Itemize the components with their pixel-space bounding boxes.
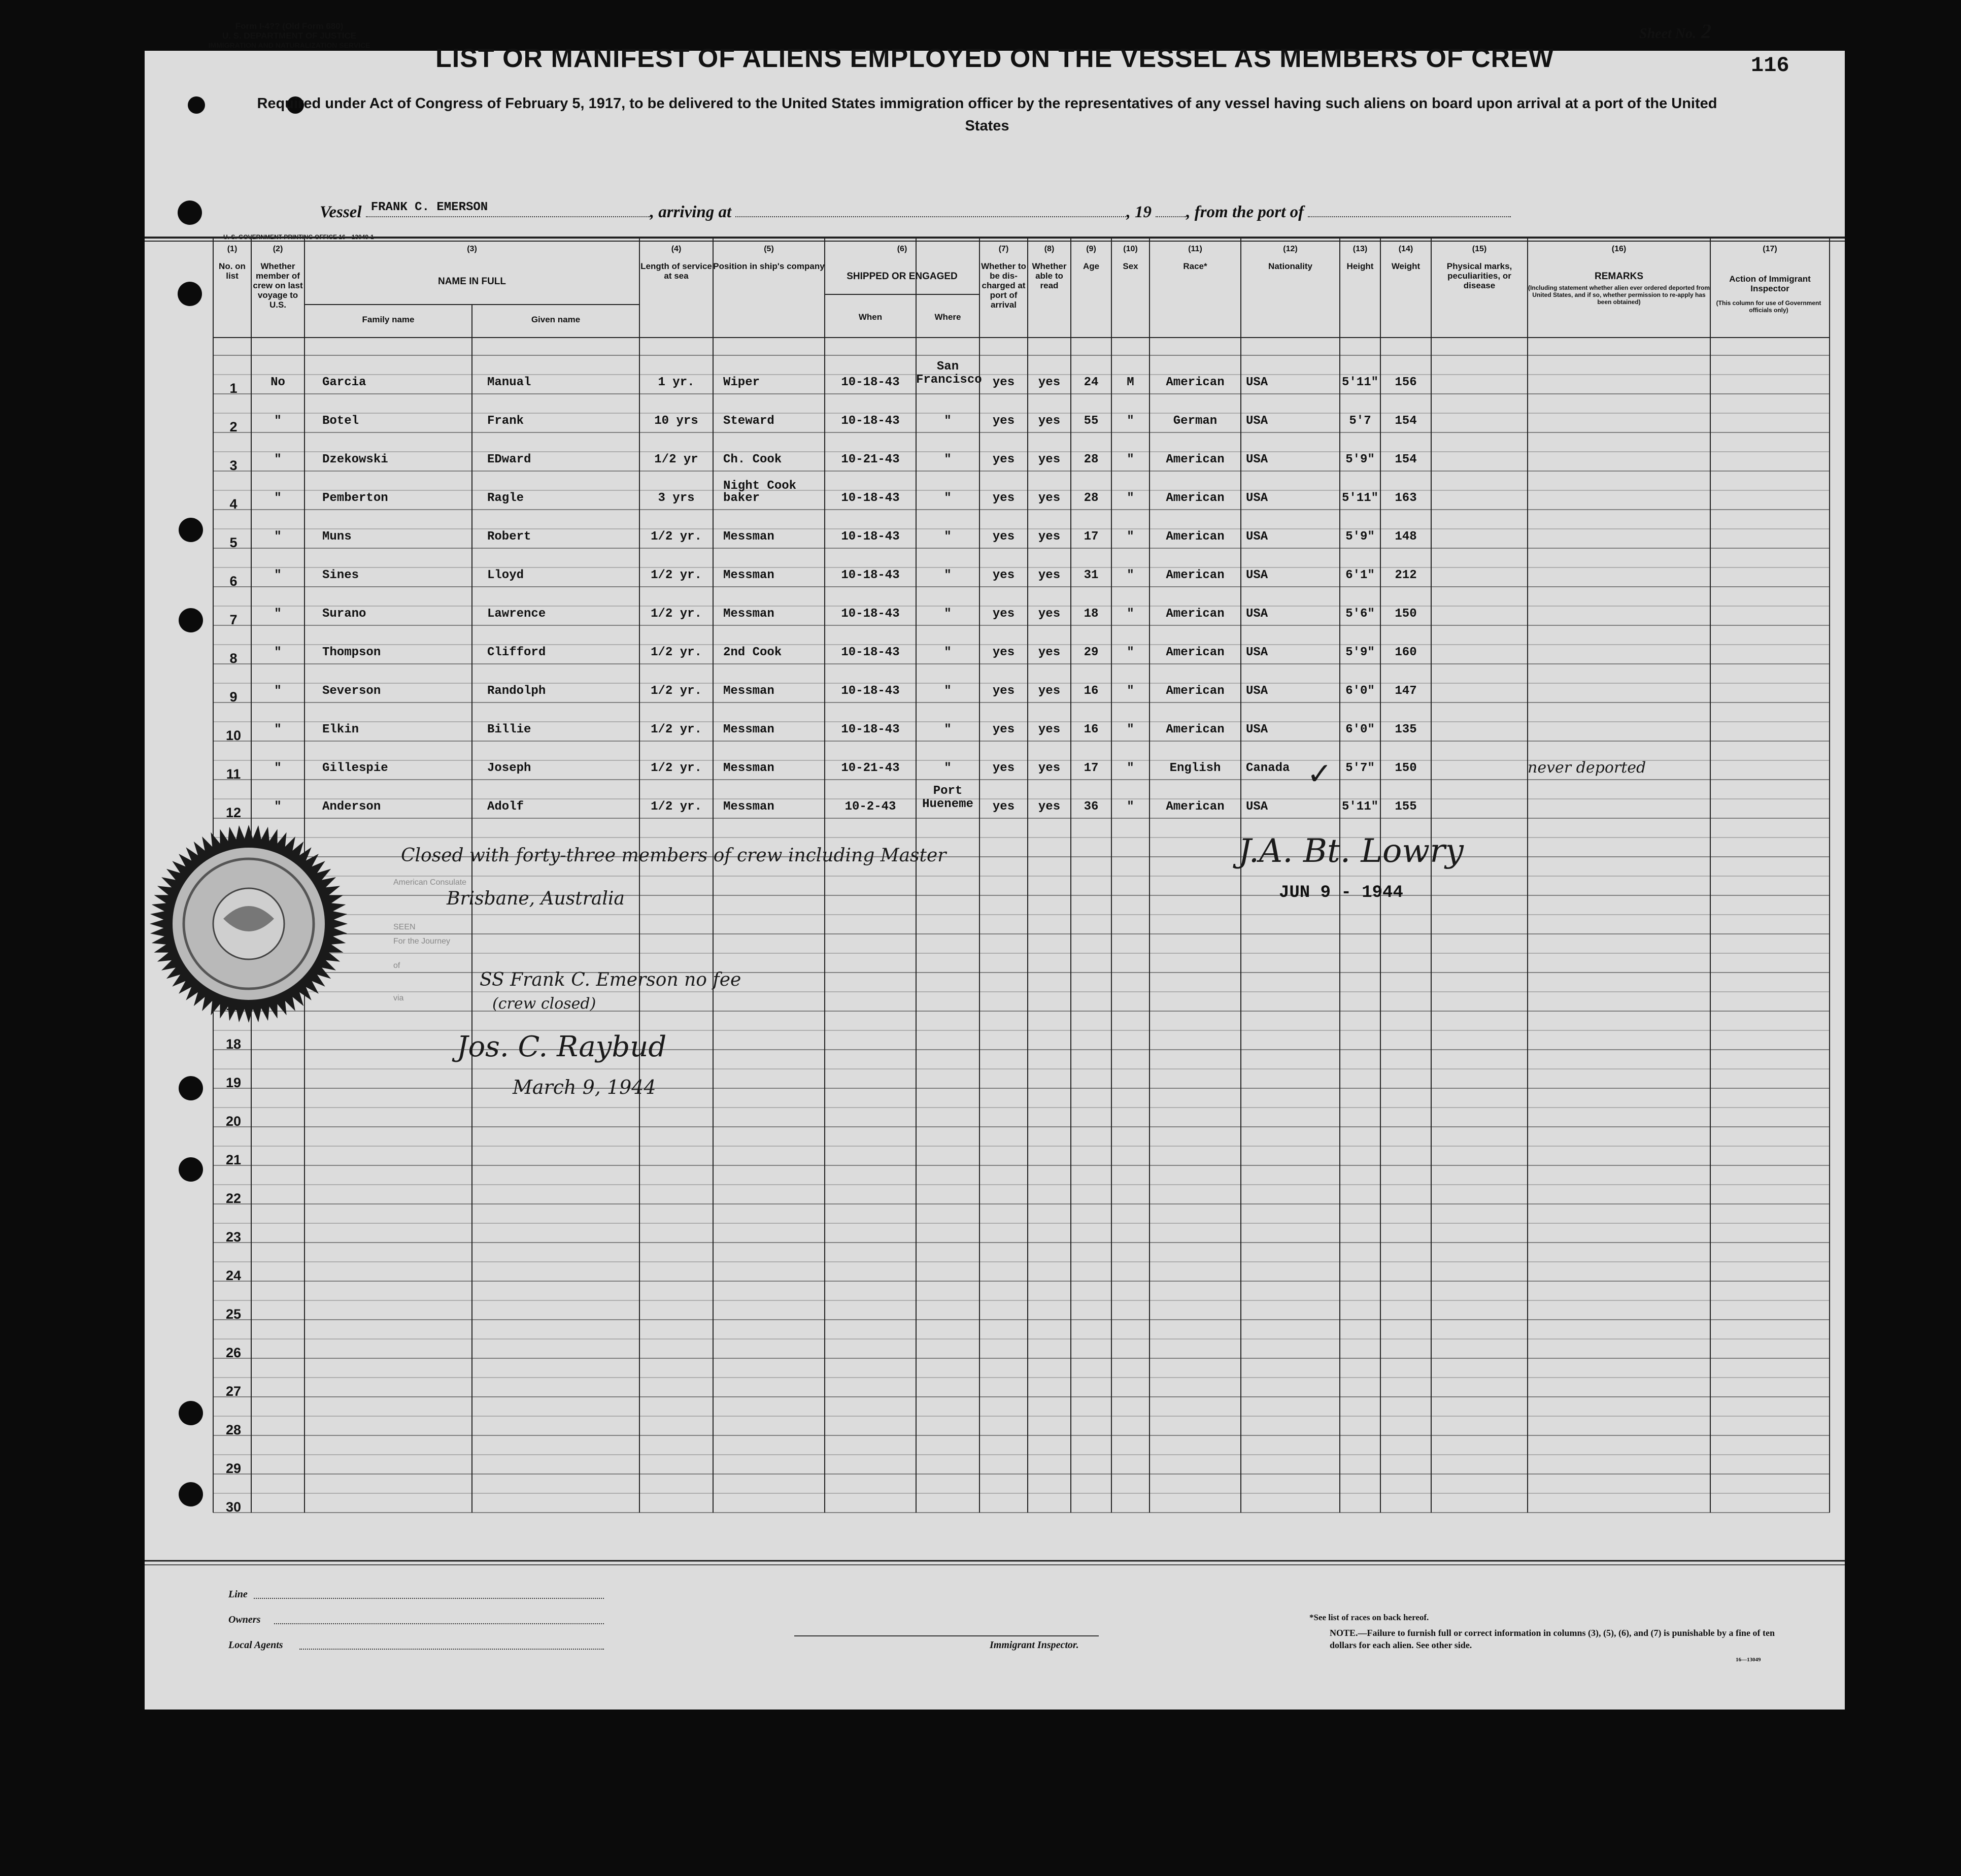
nationality-cell: USA [1246,607,1268,621]
column-header: REMARKS [1594,271,1644,282]
where-cell: " [944,414,952,428]
row-number: 19 [225,1075,242,1090]
weight-cell: 150 [1395,761,1417,775]
race-cell: American [1166,453,1225,466]
nationality-cell: USA [1246,530,1268,544]
given-name-cell: Lawrence [487,607,546,621]
column-header: Position in ship's company [713,261,825,271]
row-number: 30 [225,1499,242,1515]
row-number: 21 [225,1152,242,1167]
read-cell: yes [1038,800,1061,814]
weight-cell: 156 [1395,376,1417,389]
where-cell: " [944,761,952,775]
column-header: Length of service at sea [640,261,712,281]
column-number: (17) [1763,245,1777,253]
discharged-cell: yes [992,684,1015,698]
position-cell: Messman [723,761,774,775]
age-cell: 16 [1084,723,1099,736]
gillespie-check: ✓ [1307,756,1333,792]
row-number: 25 [225,1306,242,1322]
column-header: Height [1346,261,1374,271]
given-name-cell: Manual [487,376,531,389]
when-cell: 10-21-43 [841,453,900,466]
consular-seal [137,822,360,1025]
family-name-cell: Botel [322,414,359,428]
discharged-cell: yes [992,414,1015,428]
sex-cell: M [1127,376,1134,389]
when-cell: 10-18-43 [841,530,900,544]
row-number: 4 [229,496,238,512]
last-voyage-cell: " [274,646,282,659]
family-name-cell: Anderson [322,800,381,814]
when-cell: 10-18-43 [841,646,900,659]
column-number: (3) [467,245,477,253]
when-header: When [858,312,883,322]
row-number: 18 [225,1036,242,1052]
service-cell: 1/2 yr [654,453,698,466]
date-stamp: JUN 9 - 1944 [1279,883,1403,902]
family-name-cell: Severson [322,684,381,698]
when-cell: 10-18-43 [841,684,900,698]
family-name-cell: Surano [322,607,366,621]
height-cell: 5'7" [1345,761,1375,775]
column-number: (15) [1472,245,1487,253]
discharged-cell: yes [992,568,1015,582]
vessel-name: FRANK C. EMERSON [370,200,488,214]
footnote-races: *See list of races on back hereof. [1309,1613,1429,1622]
given-name-cell: Lloyd [487,568,524,582]
row-number: 26 [225,1345,242,1360]
height-cell: 6'0" [1345,684,1375,698]
column-number: (2) [273,245,283,253]
age-cell: 28 [1084,453,1099,466]
column-header: Age [1083,261,1100,271]
owners-field [274,1623,604,1624]
read-cell: yes [1038,723,1061,736]
column-header: Whether member of crew on last voyage to U.S. [253,261,303,310]
race-cell: American [1166,646,1225,659]
sex-cell: " [1127,568,1134,582]
page-number: 116 [1751,53,1789,78]
given-name-cell: EDward [487,453,531,466]
given-name-cell: Randolph [487,684,546,698]
nationality-cell: USA [1246,646,1268,659]
discharged-cell: yes [992,646,1015,659]
family-name-cell: Elkin [322,723,359,736]
column-number: (14) [1398,245,1413,253]
inspector-label: Immigrant Inspector. [990,1639,1079,1651]
subtitle: Required under Act of Congress of February 5, 1917, to be delivered to the United States immigration officer by the representatives of any vessel having such aliens on board upon arrival at a port of the United States [257,95,1717,134]
nationality-cell: USA [1246,491,1268,505]
service-cell: 1/2 yr. [651,800,702,814]
sex-cell: " [1127,414,1134,428]
where-cell: " [944,607,952,621]
row-number: 7 [229,612,238,627]
when-cell: 10-18-43 [841,376,900,389]
where-cell: Port Hueneme [922,784,973,811]
read-cell: yes [1038,414,1061,428]
read-cell: yes [1038,761,1061,775]
age-cell: 29 [1084,646,1099,659]
last-voyage-cell: " [274,453,282,466]
form-identifier: Form I-4?? (Old Form 680) U. S. DEPARTMENT OF JUSTICE IMMIGRATION AND NATURALIZATION SERVICE [208,21,370,49]
last-voyage-cell: No [271,376,285,389]
nationality-cell: USA [1246,684,1268,698]
position-cell: Messman [723,568,774,582]
port-note: Brisbane, Australia [447,888,625,909]
position-cell: Ch. Cook [723,453,782,466]
where-cell: " [944,646,952,659]
column-number: (11) [1188,245,1202,253]
where-cell: " [944,684,952,698]
when-cell: 10-18-43 [841,414,900,428]
family-name-cell: Thompson [322,646,381,659]
age-cell: 17 [1084,530,1099,544]
family-name-cell: Muns [322,530,352,544]
where-cell: " [944,723,952,736]
column-number: (12) [1283,245,1298,253]
weight-cell: 155 [1395,800,1417,814]
height-cell: 5'6" [1345,607,1375,621]
row-number: 10 [225,728,242,743]
ss-note-2: (crew closed) [492,995,596,1013]
row-number: 6 [229,574,238,589]
row-number: 8 [229,651,238,666]
where-cell: " [944,568,952,582]
service-cell: 1/2 yr. [651,723,702,736]
row-number: 27 [225,1384,242,1399]
vessel-line: Vessel FRANK C. EMERSON , arriving at , 19 , from the port of [320,203,1511,222]
sex-cell: " [1127,723,1134,736]
position-cell: Steward [723,414,774,428]
read-cell: yes [1038,453,1061,466]
column-number: (9) [1086,245,1096,253]
read-cell: yes [1038,646,1061,659]
given-name-cell: Ragle [487,491,524,505]
nationality-cell: USA [1246,376,1268,389]
race-cell: American [1166,530,1225,544]
nationality-cell: USA [1246,723,1268,736]
remarks-note: (Including statement whether alien ever ordered deported from United States, and if so, whether permission to re-apply has been obtained) [1528,284,1710,306]
family-name-header: Family name [362,315,415,324]
read-cell: yes [1038,530,1061,544]
service-cell: 1/2 yr. [651,684,702,698]
family-name-cell: Garcia [322,376,366,389]
column-header: SHIPPED OR ENGAGED [847,271,958,282]
column-header: Weight [1391,261,1421,271]
discharged-cell: yes [992,607,1015,621]
row-number: 28 [225,1422,242,1437]
discharged-cell: yes [992,491,1015,505]
height-cell: 5'9" [1345,646,1375,659]
form-code: 16—13049 [1736,1657,1761,1663]
row-number: 22 [225,1191,242,1206]
owners-label: Owners [228,1614,261,1625]
age-cell: 24 [1084,376,1099,389]
height-cell: 5'11" [1341,491,1378,505]
weight-cell: 160 [1395,646,1417,659]
column-header: Race* [1183,261,1207,271]
row-number: 29 [225,1461,242,1476]
weight-cell: 154 [1395,453,1417,466]
agents-label: Local Agents [228,1639,283,1651]
given-name-cell: Frank [487,414,524,428]
where-cell: " [944,453,952,466]
column-number: (7) [998,245,1009,253]
sex-cell: " [1127,761,1134,775]
row-number: 12 [225,805,242,820]
height-cell: 6'0" [1345,723,1375,736]
family-name-cell: Dzekowski [322,453,388,466]
age-cell: 36 [1084,800,1099,814]
row-number: 11 [226,766,241,782]
last-voyage-cell: " [274,530,282,544]
sex-cell: " [1127,530,1134,544]
where-cell: San Francisco [916,360,982,387]
footnote-penalty: NOTE.—Failure to furnish full or correct information in columns (3), (5), (6), and (7) is punishable by a fine of ten dollars for each alien. See other side. [1330,1628,1775,1650]
age-cell: 17 [1084,761,1099,775]
given-name-header: Given name [531,315,581,324]
sex-cell: " [1127,491,1134,505]
closed-note: Closed with forty-three members of crew including Master [401,845,946,866]
race-cell: American [1166,376,1225,389]
row-number: 1 [229,381,238,396]
column-header: NAME IN FULL [437,276,506,287]
where-header: Where [934,312,961,322]
last-voyage-cell: " [274,414,282,428]
when-cell: 10-18-43 [841,491,900,505]
read-cell: yes [1038,684,1061,698]
given-name-cell: Billie [487,723,531,736]
race-cell: American [1166,800,1225,814]
last-voyage-cell: " [274,607,282,621]
service-cell: 1/2 yr. [651,607,702,621]
line-field [254,1598,604,1599]
sex-cell: " [1127,607,1134,621]
height-cell: 5'9" [1345,453,1375,466]
nationality-cell: USA [1246,568,1268,582]
family-name-cell: Gillespie [322,761,388,775]
last-voyage-cell: " [274,684,282,698]
sex-cell: " [1127,453,1134,466]
race-cell: American [1166,684,1225,698]
height-cell: 5'11" [1341,376,1378,389]
row-number: 20 [225,1114,242,1129]
position-cell: 2nd Cook [723,646,782,659]
weight-cell: 147 [1395,684,1417,698]
last-voyage-cell: " [274,568,282,582]
race-cell: German [1173,414,1218,428]
service-cell: 1 yr. [658,376,695,389]
age-cell: 16 [1084,684,1099,698]
age-cell: 55 [1084,414,1099,428]
column-header: Sex [1123,261,1138,271]
column-number: (10) [1123,245,1138,253]
row-number: 2 [229,419,238,434]
column-number: (8) [1044,245,1055,253]
remarks-cell: never deported [1528,759,1646,777]
agents-field [299,1649,604,1650]
column-header: Whether to be dis-charged at port of arrival [981,261,1026,310]
column-header: Whether able to read [1032,261,1067,290]
row-number: 5 [229,535,238,550]
when-cell: 10-21-43 [841,761,900,775]
read-cell: yes [1038,491,1061,505]
discharged-cell: yes [992,530,1015,544]
discharged-cell: yes [992,453,1015,466]
weight-cell: 163 [1395,491,1417,505]
inspector-note: (This column for use of Government officials only) [1716,299,1821,314]
given-name-cell: Adolf [487,800,524,814]
age-cell: 18 [1084,607,1099,621]
row-number: 24 [225,1268,242,1283]
row-number: 23 [225,1229,242,1245]
when-cell: 10-18-43 [841,723,900,736]
when-cell: 10-18-43 [841,607,900,621]
race-cell: American [1166,607,1225,621]
position-cell: Messman [723,800,774,814]
row-number: 3 [229,458,238,473]
height-cell: 5'7 [1349,414,1371,428]
when-cell: 10-2-43 [844,800,896,814]
weight-cell: 135 [1395,723,1417,736]
column-number: (6) [897,245,907,253]
service-cell: 1/2 yr. [651,530,702,544]
read-cell: yes [1038,568,1061,582]
weight-cell: 154 [1395,414,1417,428]
last-voyage-cell: " [274,491,282,505]
race-cell: American [1166,723,1225,736]
weight-cell: 148 [1395,530,1417,544]
sex-cell: " [1127,646,1134,659]
discharged-cell: yes [992,376,1015,389]
last-voyage-cell: " [274,761,282,775]
position-cell: Messman [723,684,774,698]
line-label: Line [228,1589,248,1600]
family-name-cell: Pemberton [322,491,388,505]
weight-cell: 212 [1395,568,1417,582]
read-cell: yes [1038,607,1061,621]
column-number: (16) [1611,245,1627,253]
last-voyage-cell: " [274,723,282,736]
service-cell: 3 yrs [658,491,695,505]
column-number: (5) [764,245,774,253]
position-cell: Messman [723,723,774,736]
discharged-cell: yes [992,800,1015,814]
discharged-cell: yes [992,761,1015,775]
read-cell: yes [1038,376,1061,389]
height-cell: 5'11" [1341,800,1378,814]
signature: Jos. C. Raybud [457,1030,667,1063]
race-cell: American [1166,568,1225,582]
sheet-number: Sheet No. 2 [1639,20,1711,43]
race-cell: American [1166,491,1225,505]
column-header: Action of Immigrant Inspector [1729,274,1811,293]
discharged-cell: yes [992,723,1015,736]
column-header: Physical marks, peculiarities, or disease [1446,261,1512,290]
age-cell: 28 [1084,491,1099,505]
sex-cell: " [1127,800,1134,814]
nationality-cell: USA [1246,414,1268,428]
nationality-cell: USA [1246,453,1268,466]
position-cell: Night Cook baker [723,479,797,505]
where-cell: " [944,491,952,505]
nationality-cell: USA [1246,800,1268,814]
when-cell: 10-18-43 [841,568,900,582]
given-name-cell: Robert [487,530,531,544]
weight-cell: 150 [1395,607,1417,621]
age-cell: 31 [1084,568,1099,582]
sex-cell: " [1127,684,1134,698]
column-header: Nationality [1268,261,1312,271]
race-cell: English [1169,761,1221,775]
column-number: (13) [1353,245,1368,253]
service-cell: 1/2 yr. [651,761,702,775]
position-cell: Wiper [723,376,760,389]
nationality-cell: Canada [1246,761,1290,775]
family-name-cell: Sines [322,568,359,582]
height-cell: 6'1" [1345,568,1375,582]
inspector-signature: J.A. Bt. Lowry [1238,832,1464,870]
visa-stamp: American Consulate SEEN For the Journey of via [393,878,467,1002]
signature-date: March 9, 1944 [513,1076,656,1098]
page-title: LIST OR MANIFEST OF ALIENS EMPLOYED ON THE VESSEL AS MEMBERS OF CREW [435,44,1554,73]
given-name-cell: Clifford [487,646,546,659]
position-cell: Messman [723,607,774,621]
where-cell: " [944,530,952,544]
service-cell: 1/2 yr. [651,568,702,582]
last-voyage-cell: " [274,800,282,814]
column-header: No. on list [219,261,246,281]
inspector-signature-line [794,1635,1099,1636]
service-cell: 10 yrs [654,414,698,428]
service-cell: 1/2 yr. [651,646,702,659]
ss-note: SS Frank C. Emerson no fee [480,969,741,990]
row-number: 9 [229,689,238,705]
height-cell: 5'9" [1345,530,1375,544]
given-name-cell: Joseph [487,761,531,775]
position-cell: Messman [723,530,774,544]
column-number: (4) [671,245,682,253]
printing-office: U. S. GOVERNMENT PRINTING OFFICE 16—13049-1 [223,233,374,241]
column-number: (1) [227,245,238,253]
